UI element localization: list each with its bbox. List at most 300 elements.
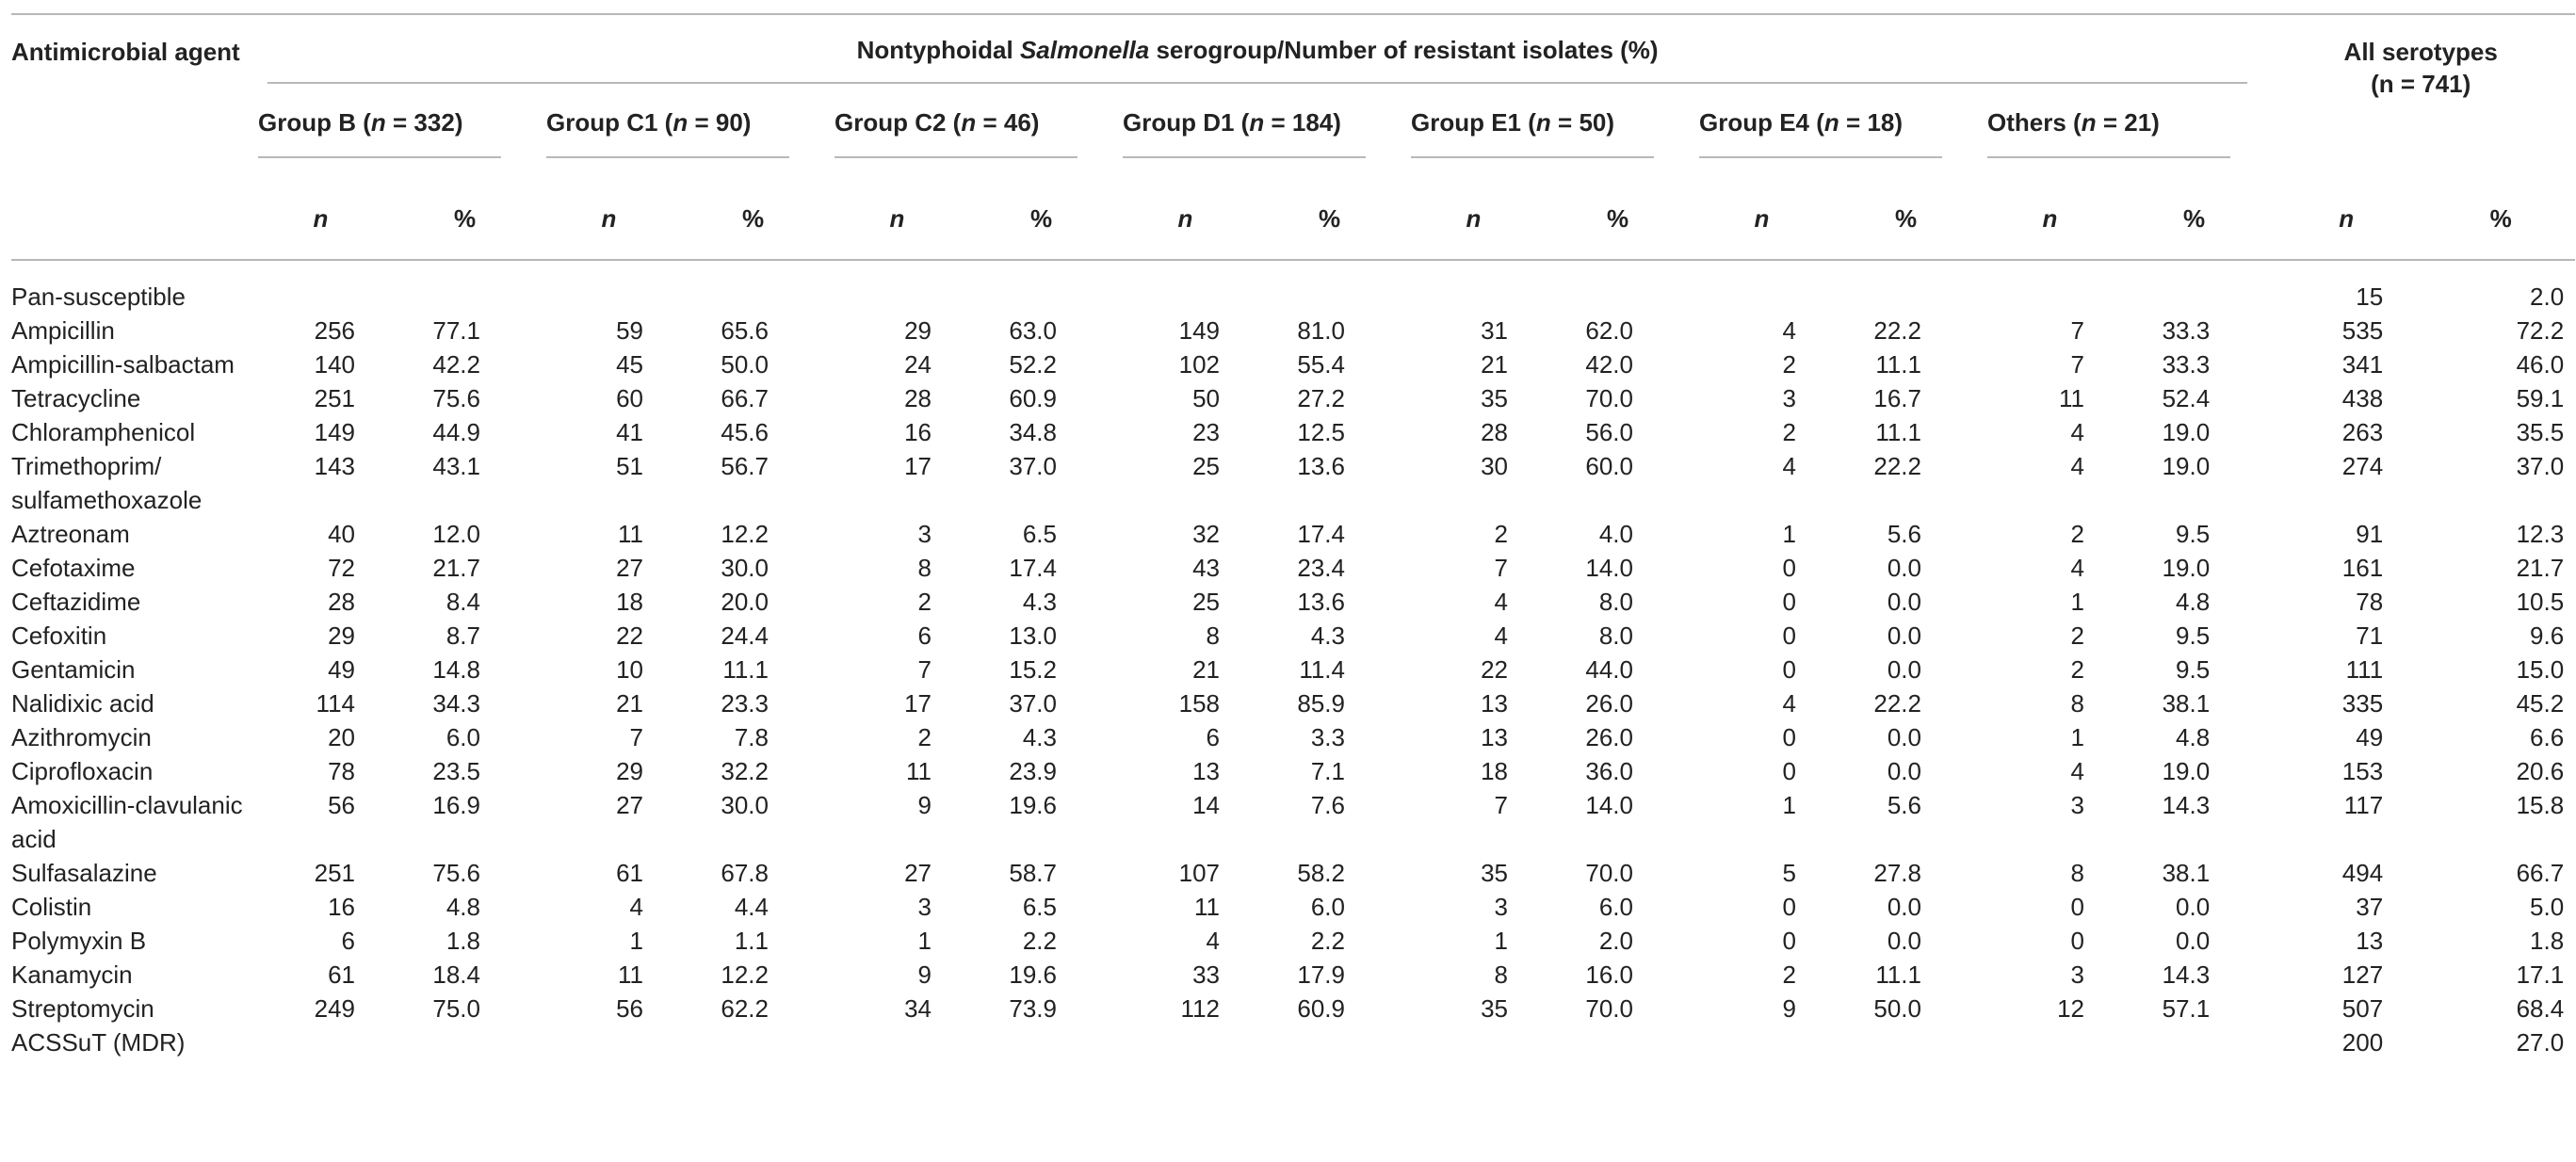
count-cell: 0 — [1782, 723, 1796, 751]
percent-cell: 23.4 — [1297, 554, 1345, 582]
percent-cell: 38.1 — [2162, 689, 2211, 718]
group-count-eq: = — [976, 108, 1004, 137]
count-cell: 1 — [1782, 791, 1796, 819]
group-header-label — [1411, 108, 1654, 158]
group-count-close: ) — [742, 108, 752, 137]
count-cell: 1 — [1494, 927, 1508, 955]
count-cell: 11 — [2059, 384, 2084, 412]
percent-cell: 15.2 — [1009, 655, 1057, 684]
percent-cell: 57.1 — [2162, 994, 2211, 1023]
percent-cell: 2.2 — [1310, 927, 1345, 955]
count-cell: 4 — [629, 893, 643, 921]
percent-cell: 0.0 — [2176, 893, 2211, 921]
group-header-label — [1123, 108, 1366, 158]
n-column-header: n — [825, 178, 969, 260]
count-cell: 4 — [2070, 452, 2084, 480]
group-name: Group B — [258, 108, 356, 137]
count-cell: 494 — [2341, 859, 2384, 887]
count-cell — [537, 1025, 681, 1059]
percent-cell: 63.0 — [1009, 316, 1057, 345]
percent-cell: 75.6 — [432, 384, 480, 412]
percent-cell: 56.0 — [1585, 418, 1633, 446]
count-cell: 35 — [1481, 384, 1508, 412]
group-count-open: ( — [1234, 108, 1250, 137]
percent-cell: 4.3 — [1022, 723, 1057, 751]
count-cell: 7 — [1494, 791, 1508, 819]
percent-cell: 33.3 — [2162, 350, 2211, 379]
percent-column-header: % — [2426, 178, 2575, 260]
percent-cell: 0.0 — [1887, 554, 1921, 582]
percent-cell: 13.6 — [1297, 588, 1345, 616]
count-cell: 78 — [328, 757, 355, 785]
count-cell: 507 — [2341, 994, 2384, 1023]
percent-cell: 20.0 — [721, 588, 769, 616]
count-cell: 249 — [314, 994, 355, 1023]
n-column-header: n — [1113, 178, 1257, 260]
count-cell: 4 — [2070, 418, 2084, 446]
group-header-row — [11, 84, 2575, 178]
percent-cell: 37.0 — [1009, 689, 1057, 718]
count-cell: 31 — [1481, 316, 1508, 345]
percent-cell — [1834, 260, 1978, 314]
percent-cell: 6.0 — [446, 723, 480, 751]
count-cell: 1 — [629, 927, 643, 955]
percent-cell: 0.0 — [1887, 621, 1921, 650]
percent-cell: 11.1 — [722, 655, 769, 684]
group-count-n-label: n — [1823, 108, 1839, 137]
count-cell: 535 — [2341, 316, 2384, 345]
group-count-close: ) — [1894, 108, 1904, 137]
count-cell: 15 — [2356, 282, 2384, 311]
count-cell: 438 — [2341, 384, 2384, 412]
group-count-close: ) — [454, 108, 463, 137]
count-cell: 56 — [328, 791, 355, 819]
count-cell: 28 — [904, 384, 932, 412]
percent-cell: 19.6 — [1009, 791, 1057, 819]
count-cell: 78 — [2356, 588, 2384, 616]
count-cell: 251 — [314, 859, 355, 887]
count-cell: 7 — [1494, 554, 1508, 582]
percent-cell: 34.8 — [1009, 418, 1057, 446]
percent-cell: 2.2 — [1022, 927, 1057, 955]
percent-cell: 5.6 — [1887, 791, 1921, 819]
group-count-open: ( — [657, 108, 673, 137]
percent-cell: 4.3 — [1022, 588, 1057, 616]
count-cell: 8 — [1206, 621, 1220, 650]
group-count: 90 — [715, 108, 743, 137]
percent-cell: 16.9 — [432, 791, 480, 819]
percent-cell: 12.2 — [721, 960, 769, 989]
count-cell: 200 — [2341, 1028, 2384, 1057]
group-count-open: ( — [1521, 108, 1536, 137]
count-cell: 16 — [328, 893, 355, 921]
table-row — [11, 653, 2575, 686]
group-count-n-label: n — [1249, 108, 1265, 137]
count-cell: 153 — [2341, 757, 2384, 785]
count-cell: 4 — [1494, 588, 1508, 616]
count-cell: 18 — [1481, 757, 1508, 785]
percent-cell: 46.0 — [2516, 350, 2565, 379]
percent-cell: 21.7 — [432, 554, 480, 582]
count-cell: 149 — [314, 418, 355, 446]
count-cell: 0 — [2070, 927, 2084, 955]
percent-cell: 23.9 — [1009, 757, 1057, 785]
count-cell: 2 — [1494, 520, 1508, 548]
count-cell: 112 — [1180, 994, 1220, 1023]
count-cell: 6 — [917, 621, 932, 650]
count-cell: 16 — [904, 418, 932, 446]
agent-name: Azithromycin — [11, 723, 152, 751]
agent-name: Ceftazidime — [11, 588, 141, 616]
group-count: 18 — [1867, 108, 1895, 137]
group-count-eq: = — [688, 108, 716, 137]
percent-cell: 59.1 — [2516, 384, 2565, 412]
count-cell: 256 — [314, 316, 355, 345]
count-cell: 24 — [904, 350, 932, 379]
count-cell: 2 — [2070, 520, 2084, 548]
agent-column-header: Antimicrobial agent — [11, 14, 249, 178]
group-count-open: ( — [2066, 108, 2082, 137]
percent-cell: 14.0 — [1585, 791, 1633, 819]
agent-name: Amoxicillin-clavulanic acid — [11, 791, 243, 853]
table-row — [11, 551, 2575, 585]
percent-cell: 34.3 — [432, 689, 480, 718]
percent-cell: 73.9 — [1009, 994, 1057, 1023]
table-row — [11, 314, 2575, 347]
count-cell — [1401, 260, 1546, 314]
percent-cell: 1.8 — [446, 927, 480, 955]
count-cell — [1113, 260, 1257, 314]
count-cell: 274 — [2341, 452, 2384, 480]
percent-column-header: % — [681, 178, 825, 260]
percent-cell: 38.1 — [2162, 859, 2211, 887]
count-cell: 21 — [616, 689, 643, 718]
percent-cell — [1546, 1025, 1690, 1059]
count-cell: 18 — [616, 588, 643, 616]
percent-cell: 60.9 — [1009, 384, 1057, 412]
percent-cell: 17.4 — [1009, 554, 1057, 582]
percent-cell: 11.4 — [1299, 655, 1345, 684]
percent-cell: 58.7 — [1009, 859, 1057, 887]
percent-cell: 14.8 — [432, 655, 480, 684]
count-cell: 20 — [328, 723, 355, 751]
percent-cell: 62.0 — [1585, 316, 1633, 345]
percent-cell: 13.0 — [1009, 621, 1057, 650]
count-cell: 149 — [1178, 316, 1220, 345]
count-cell — [249, 260, 393, 314]
n-column-header: n — [2266, 178, 2426, 260]
percent-cell: 7.1 — [1310, 757, 1345, 785]
percent-cell: 44.9 — [432, 418, 480, 446]
percent-cell: 16.7 — [1873, 384, 1921, 412]
percent-cell: 58.2 — [1297, 859, 1345, 887]
serogroup-header-pre: Nontyphoidal — [856, 36, 1020, 64]
percent-cell: 24.4 — [721, 621, 769, 650]
count-cell: 6 — [1206, 723, 1220, 751]
count-cell: 22 — [1481, 655, 1508, 684]
percent-cell: 19.6 — [1009, 960, 1057, 989]
agent-name: Cefoxitin — [11, 621, 107, 650]
table-row — [11, 449, 2575, 517]
percent-cell: 0.0 — [1887, 588, 1921, 616]
table-row — [11, 1025, 2575, 1059]
count-cell: 13 — [2356, 927, 2384, 955]
group-header-label — [1987, 108, 2230, 158]
percent-column-header: % — [1257, 178, 1401, 260]
count-cell: 34 — [904, 994, 932, 1023]
count-cell: 0 — [1782, 757, 1796, 785]
count-cell: 2 — [1782, 960, 1796, 989]
agent-name: Ampicillin-salbactam — [11, 350, 235, 379]
table-row — [11, 924, 2575, 958]
percent-cell: 12.3 — [2516, 520, 2565, 548]
percent-cell: 36.0 — [1585, 757, 1633, 785]
group-count-eq: = — [2096, 108, 2125, 137]
percent-cell: 9.5 — [2176, 655, 2211, 684]
group-header-0 — [249, 84, 537, 178]
count-cell: 335 — [2341, 689, 2384, 718]
percent-cell: 0.0 — [1887, 655, 1921, 684]
serogroup-header-post: serogroup/Number of resistant isolates (%) — [1149, 36, 1659, 64]
count-cell: 111 — [2345, 655, 2384, 684]
count-cell: 7 — [917, 655, 932, 684]
count-cell: 25 — [1192, 452, 1220, 480]
agent-name: Streptomycin — [11, 994, 154, 1023]
percent-cell: 37.0 — [1009, 452, 1057, 480]
percent-cell: 5.6 — [1887, 520, 1921, 548]
percent-cell: 30.0 — [721, 554, 769, 582]
count-cell: 1 — [1782, 520, 1796, 548]
percent-cell: 56.7 — [721, 452, 769, 480]
percent-cell: 8.0 — [1598, 588, 1633, 616]
group-count-open: ( — [356, 108, 371, 137]
count-cell: 50 — [1192, 384, 1220, 412]
group-name: Group D1 — [1123, 108, 1235, 137]
agent-name: Polymyxin B — [11, 927, 147, 955]
count-cell — [1690, 260, 1834, 314]
agent-name: Tetracycline — [11, 384, 141, 412]
count-cell: 29 — [904, 316, 932, 345]
group-count-eq: = — [1839, 108, 1868, 137]
agent-name: ACSSuT (MDR) — [11, 1028, 186, 1057]
percent-cell: 18.4 — [432, 960, 480, 989]
count-cell: 71 — [2356, 621, 2384, 650]
count-cell: 7 — [2070, 316, 2084, 345]
percent-cell: 66.7 — [721, 384, 769, 412]
count-cell: 5 — [1782, 859, 1796, 887]
count-cell: 2 — [917, 723, 932, 751]
count-cell — [1978, 1025, 2122, 1059]
group-count-eq: = — [385, 108, 414, 137]
count-cell: 102 — [1178, 350, 1220, 379]
group-count-n-label: n — [672, 108, 689, 137]
percent-cell: 22.2 — [1873, 689, 1921, 718]
group-count: 50 — [1579, 108, 1607, 137]
group-header-5 — [1690, 84, 1978, 178]
percent-cell: 6.6 — [2530, 723, 2565, 751]
count-cell: 27 — [616, 791, 643, 819]
percent-cell — [681, 260, 825, 314]
percent-cell: 6.0 — [1310, 893, 1345, 921]
group-header-4 — [1401, 84, 1690, 178]
count-cell: 0 — [1782, 588, 1796, 616]
percent-cell: 14.3 — [2162, 791, 2211, 819]
table-row — [11, 720, 2575, 754]
percent-column-header: % — [969, 178, 1113, 260]
percent-cell: 52.2 — [1009, 350, 1057, 379]
count-cell: 8 — [2070, 859, 2084, 887]
percent-cell: 22.2 — [1873, 316, 1921, 345]
group-count-close: ) — [1606, 108, 1615, 137]
agent-name: Chloramphenicol — [11, 418, 196, 446]
percent-cell: 42.0 — [1585, 350, 1633, 379]
serogroup-header — [249, 14, 2266, 84]
count-cell: 4 — [2070, 554, 2084, 582]
percent-cell — [2122, 1025, 2266, 1059]
all-serotypes-header — [2266, 14, 2575, 178]
group-name: Others — [1987, 108, 2066, 137]
percent-cell: 0.0 — [2176, 927, 2211, 955]
percent-cell: 55.4 — [1297, 350, 1345, 379]
percent-cell: 10.5 — [2516, 588, 2565, 616]
percent-cell — [1834, 1025, 1978, 1059]
count-cell: 40 — [328, 520, 355, 548]
n-column-header: n — [1978, 178, 2122, 260]
count-cell: 3 — [917, 893, 932, 921]
percent-cell: 37.0 — [2516, 452, 2565, 480]
count-cell: 341 — [2341, 350, 2384, 379]
count-cell: 45 — [616, 350, 643, 379]
count-cell — [825, 260, 969, 314]
percent-cell: 9.5 — [2176, 520, 2211, 548]
count-cell: 2 — [2070, 621, 2084, 650]
percent-cell: 14.3 — [2162, 960, 2211, 989]
percent-cell: 4.8 — [2176, 588, 2211, 616]
count-cell: 25 — [1192, 588, 1220, 616]
percent-cell — [393, 260, 537, 314]
count-cell: 29 — [328, 621, 355, 650]
percent-cell: 12.2 — [721, 520, 769, 548]
group-header-label — [834, 108, 1077, 158]
percent-cell: 4.8 — [446, 893, 480, 921]
group-header-label — [1699, 108, 1942, 158]
count-cell: 114 — [316, 689, 355, 718]
percent-cell: 11.1 — [1875, 960, 1921, 989]
count-cell: 37 — [2356, 893, 2384, 921]
percent-cell: 8.4 — [446, 588, 480, 616]
percent-cell: 17.9 — [1297, 960, 1345, 989]
count-cell: 23 — [1192, 418, 1220, 446]
group-count-n-label: n — [1535, 108, 1551, 137]
count-cell: 7 — [629, 723, 643, 751]
group-count-eq: = — [1264, 108, 1292, 137]
n-column-header: n — [1401, 178, 1546, 260]
percent-cell: 65.6 — [721, 316, 769, 345]
table-body — [11, 260, 2575, 1059]
count-cell: 0 — [1782, 554, 1796, 582]
percent-cell: 70.0 — [1585, 859, 1633, 887]
percent-cell: 22.2 — [1873, 452, 1921, 480]
count-cell: 21 — [1481, 350, 1508, 379]
count-cell: 72 — [328, 554, 355, 582]
count-cell: 9 — [917, 791, 932, 819]
count-cell: 11 — [618, 520, 643, 548]
group-count-close: ) — [1333, 108, 1341, 137]
percent-cell — [1257, 260, 1401, 314]
count-cell: 1 — [917, 927, 932, 955]
percent-cell: 27.2 — [1297, 384, 1345, 412]
percent-cell: 45.6 — [721, 418, 769, 446]
count-cell — [825, 1025, 969, 1059]
percent-cell: 6.0 — [1598, 893, 1633, 921]
serogroup-header-genus: Salmonella — [1019, 36, 1150, 64]
percent-cell — [969, 260, 1113, 314]
count-cell — [1978, 260, 2122, 314]
percent-cell: 19.0 — [2162, 452, 2211, 480]
count-cell: 3 — [2070, 960, 2084, 989]
count-cell: 13 — [1192, 757, 1220, 785]
group-header-label — [258, 108, 501, 158]
percent-cell: 66.7 — [2516, 859, 2565, 887]
table-row — [11, 347, 2575, 381]
count-cell: 127 — [2341, 960, 2384, 989]
count-cell: 27 — [616, 554, 643, 582]
percent-cell: 21.7 — [2516, 554, 2565, 582]
group-count-open: ( — [946, 108, 962, 137]
percent-cell: 85.9 — [1297, 689, 1345, 718]
percent-cell: 33.3 — [2162, 316, 2211, 345]
agent-name: Aztreonam — [11, 520, 130, 548]
percent-cell: 23.5 — [432, 757, 480, 785]
count-cell — [1113, 1025, 1257, 1059]
count-cell: 2 — [2070, 655, 2084, 684]
count-cell: 158 — [1178, 689, 1220, 718]
count-cell: 117 — [2343, 791, 2384, 819]
percent-cell: 75.0 — [432, 994, 480, 1023]
group-count: 184 — [1291, 108, 1334, 137]
percent-cell: 7.6 — [1310, 791, 1345, 819]
percent-column-header: % — [393, 178, 537, 260]
count-cell: 1 — [2070, 588, 2084, 616]
percent-cell: 9.5 — [2176, 621, 2211, 650]
table-row — [11, 619, 2575, 653]
group-count: 46 — [1003, 108, 1031, 137]
percent-cell: 77.1 — [432, 316, 480, 345]
count-cell: 61 — [328, 960, 355, 989]
percent-cell: 60.9 — [1297, 994, 1345, 1023]
count-cell: 107 — [1178, 859, 1220, 887]
count-cell: 11 — [618, 960, 643, 989]
count-cell: 32 — [1192, 520, 1220, 548]
agent-name: Sulfasalazine — [11, 859, 157, 887]
percent-cell — [1257, 1025, 1401, 1059]
count-cell: 3 — [1782, 384, 1796, 412]
table-row — [11, 992, 2575, 1025]
percent-cell: 45.2 — [2516, 689, 2565, 718]
count-cell: 41 — [616, 418, 643, 446]
count-cell: 49 — [2356, 723, 2384, 751]
percent-column-header: % — [2122, 178, 2266, 260]
count-cell: 4 — [1494, 621, 1508, 650]
agent-name: Colistin — [11, 893, 92, 921]
count-cell: 4 — [1782, 316, 1796, 345]
group-header-6 — [1978, 84, 2266, 178]
table-row — [11, 788, 2575, 856]
percent-cell: 6.5 — [1022, 893, 1057, 921]
count-cell: 4 — [1782, 689, 1796, 718]
count-cell: 140 — [314, 350, 355, 379]
group-count-eq: = — [1550, 108, 1580, 137]
